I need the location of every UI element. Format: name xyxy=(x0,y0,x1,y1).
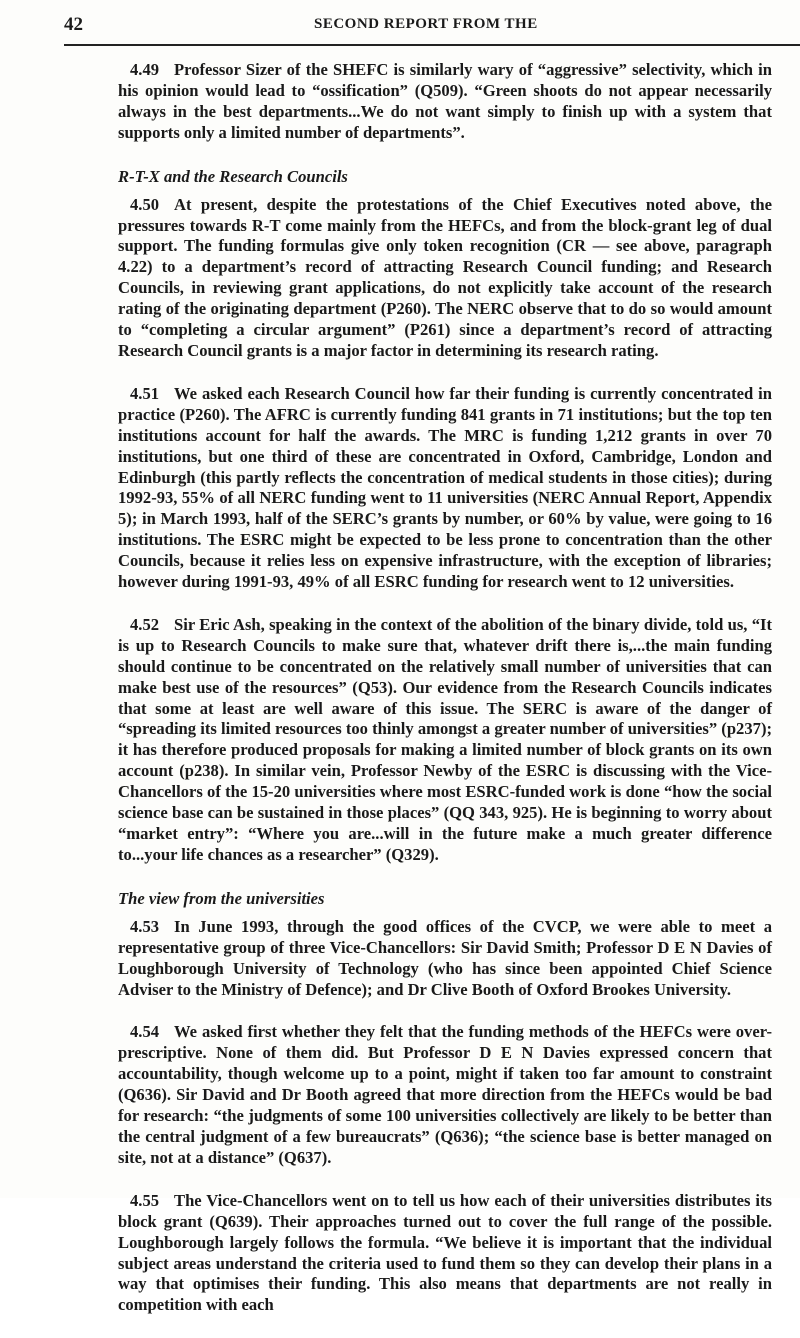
page-header xyxy=(64,10,764,44)
body-text xyxy=(118,60,772,1338)
paragraph-number: 4.50 xyxy=(130,194,160,214)
paragraph-number: 4.53 xyxy=(130,916,160,936)
paragraph-text: We asked each Research Council how far their funding is currently concentrated in practice (P260). The AFRC is currently funding 841 grants in 71 institutions; but the top ten institutions account for half the awards. The MRC is funding 1,212 grants in over 70 institutions, but one third of these are concentrated in Oxford, Cambridge, London and Edinburgh (this partly reflects the concentration of medical students in those cities); during 1992-93, 55% of all NERC funding went to 11 universities (NERC Annual Report, Appendix 5); in March 1993, half of the SERC’s grants by number, or 60% by value, were going to 16 institutions. The ESRC might be expected to be less prone to concentration than the other Councils, because it relies less on expensive infrastructure, with the exception of libraries; however during 1991-93, 49% of all ESRC funding for research went to 12 universities. xyxy=(118,383,772,592)
paragraph-text: We asked first whether they felt that the funding methods of the HEFCs were over-prescriptive. None of them did. But Professor D E N Davies expressed concern that accountability, though welcome up to a point, might if taken too far amount to constraint (Q636). Sir David and Dr Booth agreed that more direction from the HEFCs would be bad for research: “the judgments of some 100 universities collectively are likely to be better than the central judgment of a few bureaucrats” (Q636); “the science base is better managed on site, not at a distance” (Q637). xyxy=(118,1022,772,1167)
paragraph-number: 4.55 xyxy=(130,1190,160,1210)
running-title: SECOND REPORT FROM THE xyxy=(314,16,538,32)
paragraph-4-52 xyxy=(118,615,772,866)
paragraph-number: 4.49 xyxy=(130,60,160,79)
page-number: 42 xyxy=(64,14,83,35)
section-heading-research-councils: R-T-X and the Research Councils xyxy=(118,166,348,186)
paragraph-4-53 xyxy=(118,917,772,1001)
paragraph-text: Professor Sizer of the SHEFC is similarly wary of “aggressive” selectivity, which in his opinion would lead to “ossification” (Q509). “Green shoots do not appear necessarily always in the best departments...We do not want simply to finish up with a system that supports only a limited number of departments”. xyxy=(118,60,772,142)
paragraph-4-54 xyxy=(118,1022,772,1168)
paragraph-number: 4.51 xyxy=(130,383,160,403)
paragraph-text: At present, despite the protestations of the Chief Executives noted above, the pressures towards R-T come mainly from the HEFCs, and from the block-grant leg of dual support. The funding formulas give only token recognition (CR — see above, paragraph 4.22) to a department’s record of attracting Research Council funding; and Research Councils, in reviewing grant applications, do not explicitly take account of the research rating of the originating department (P260). The NERC observe that to do so would amount to “completing a circular argument” (P261) since a department’s record of attracting Research Council grants is a major factor in determining its research rating. xyxy=(118,194,772,360)
paragraph-text: The Vice-Chancellors went on to tell us how each of their universities distributes its block grant (Q639). Their approaches turned out to cover the full range of the possible. Loughborough largely follows the formula. “We believe it is important that the individual subject areas understand the criteria used to fund them so they can develop their plans in a way that optimises their funding. This also means that departments are not really in competition with each xyxy=(118,1190,772,1315)
paragraph-number: 4.52 xyxy=(130,614,160,634)
paragraph-number: 4.54 xyxy=(130,1022,160,1042)
paragraph-4-49 xyxy=(118,60,772,144)
paragraph-text: Sir Eric Ash, speaking in the context of the abolition of the binary divide, told us, “It is up to Research Councils to make sure that, whatever drift there is,...the main funding should continue to be concentrated on the relatively small number of universities that can make best use of the resources” (Q53). Our evidence from the Research Councils indicates that some at least are well aware of this issue. The SERC is aware of the danger of “spreading its limited resources too thinly amongst a greater number of universities” (p237); it has therefore produced proposals for making a limited number of block grants on its own account (p238). In similar vein, Professor Newby of the ESRC is discussing with the Vice-Chancellors of the 15-20 universities where most ESRC-funded work is done “how the social science base can be sustained in those places” (QQ 343, 925). He is beginning to worry about “market entry”: “Where you are...will in the future make a much greater difference to...your life chances as a researcher” (Q329). xyxy=(118,614,772,864)
paragraph-4-50 xyxy=(118,195,772,362)
paragraph-text: In June 1993, through the good offices of the CVCP, we were able to meet a representative group of three Vice-Chancellors: Sir David Smith; Professor D E N Davies of Loughborough University of Technology (who has since been appointed Chief Science Adviser to the Ministry of Defence); and Dr Clive Booth of Oxford Brookes University. xyxy=(118,916,772,999)
section-heading-universities: The view from the universities xyxy=(118,888,325,908)
header-rule xyxy=(64,44,800,46)
paragraph-4-55 xyxy=(118,1191,772,1316)
paragraph-4-51 xyxy=(118,384,772,593)
